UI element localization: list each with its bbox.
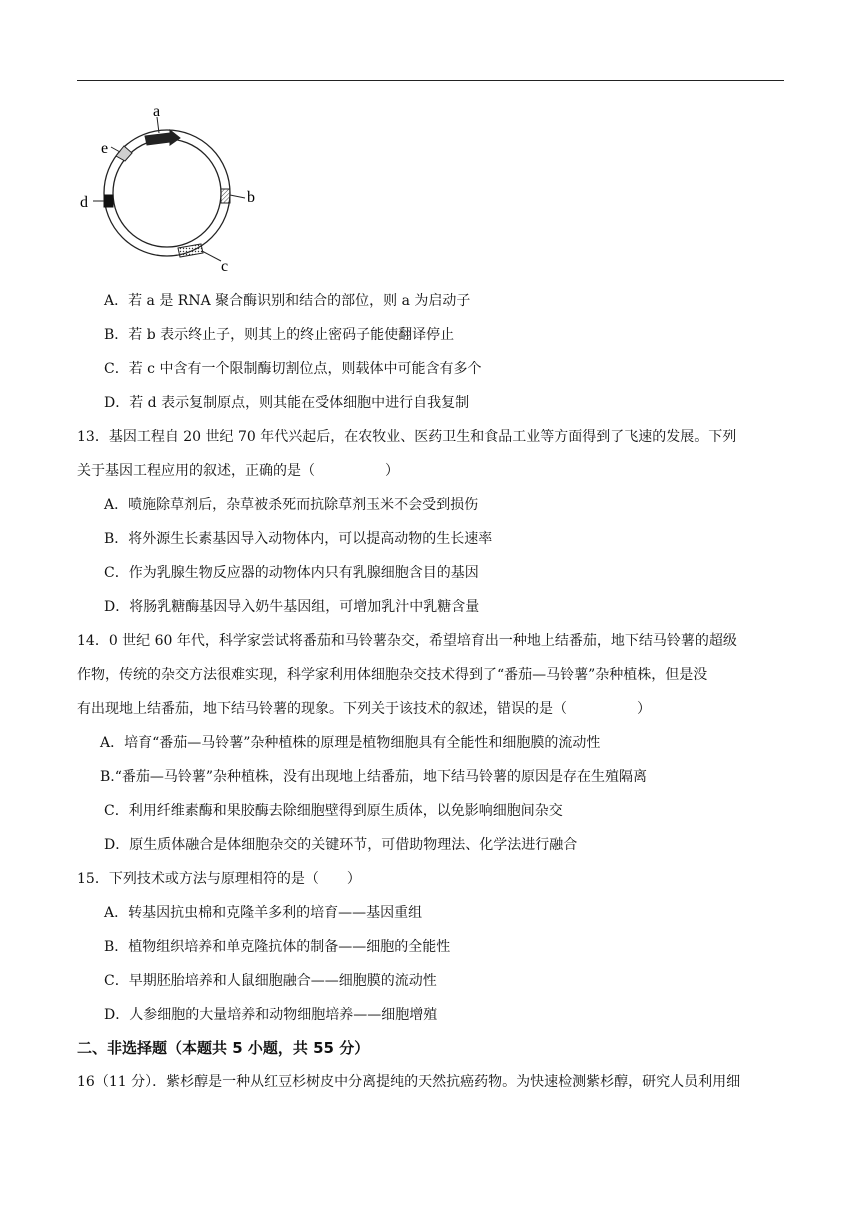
q15-option-c: C．早期胚胎培养和人鼠细胞融合——细胞膜的流动性 [104,973,437,989]
q15-stem: 15．下列技术或方法与原理相符的是（ ） [77,871,361,887]
q15-option-d: D．人参细胞的大量培养和动物细胞培养——细胞增殖 [104,1007,438,1023]
q13-option-c: C．作为乳腺生物反应器的动物体内只有乳腺细胞含目的基因 [104,565,479,581]
q14-option-b: B.“番茄—马铃薯”杂种植株，没有出现地上结番茄，地下结马铃薯的原因是存在生殖隔离 [100,769,648,785]
region-b [221,189,230,203]
label-d: d [80,194,88,211]
label-e-leader [111,147,120,152]
region-c [178,244,203,257]
q14-stem-line1: 14．0 世纪 60 年代，科学家尝试将番茄和马铃薯杂交，希望培育出一种地上结番茄，地下结马铃薯的超级 [77,633,737,649]
q13-option-a: A．喷施除草剂后，杂草被杀死而抗除草剂玉米不会受到损伤 [104,497,479,513]
section-title-nonchoice: 二、非选择题（本题共 5 小题，共 55 分） [77,1039,370,1057]
q15-option-a: A．转基因抗虫棉和克隆羊多利的培育——基因重组 [104,905,423,921]
q14-stem-line2: 作物，传统的杂交方法很难实现，科学家利用体细胞杂交技术得到了“番茄—马铃薯”杂种植株，但是没 [77,667,708,683]
label-c: c [221,258,229,275]
q13-option-b: B．将外源生长素基因导入动物体内，可以提高动物的生长速率 [104,531,493,547]
plasmid-figure [77,103,267,283]
label-b-leader [230,195,245,198]
q15-option-b: B．植物组织培养和单克隆抗体的制备——细胞的全能性 [104,939,451,955]
label-b: b [247,189,255,206]
q13-option-d: D．将肠乳糖酶基因导入奶牛基因组，可增加乳汁中乳糖含量 [104,599,480,615]
q13-stem-line1: 13．基因工程自 20 世纪 70 年代兴起后，在农牧业、医药卫生和食品工业等方面得到了飞速的发展。下列 [77,429,737,445]
q12-option-a: A．若 a 是 RNA 聚合酶识别和结合的部位，则 a 为启动子 [104,293,471,309]
label-c-leader [202,251,221,261]
label-a: a [153,103,161,120]
label-e: e [101,140,109,157]
plasmid-diagram [77,103,267,283]
region-d [104,195,113,207]
q14-option-d: D．原生质体融合是体细胞杂交的关键环节，可借助物理法、化学法进行融合 [104,837,578,853]
q14-stem-line3: 有出现地上结番茄，地下结马铃薯的现象。下列关于该技术的叙述，错误的是（ ） [77,701,651,717]
region-e [116,146,132,161]
q12-option-d: D．若 d 表示复制原点，则其能在受体细胞中进行自我复制 [104,395,470,411]
q12-option-b: B．若 b 表示终止子，则其上的终止密码子能使翻译停止 [104,327,455,343]
q16-stem-line1: 16（11 分）．紫杉醇是一种从红豆杉树皮中分离提纯的天然抗癌药物。为快速检测紫杉醇，研究人员利用细 [77,1074,741,1090]
q12-option-c: C．若 c 中含有一个限制酶切割位点，则载体中可能含有多个 [104,361,482,377]
q14-option-c: C．利用纤维素酶和果胶酶去除细胞壁得到原生质体，以免影响细胞间杂交 [104,803,563,819]
header-rule [77,80,784,81]
q14-option-a: A．培育“番茄—马铃薯”杂种植株的原理是植物细胞具有全能性和细胞膜的流动性 [100,735,601,751]
q13-stem-line2: 关于基因工程应用的叙述，正确的是（ ） [77,463,399,479]
